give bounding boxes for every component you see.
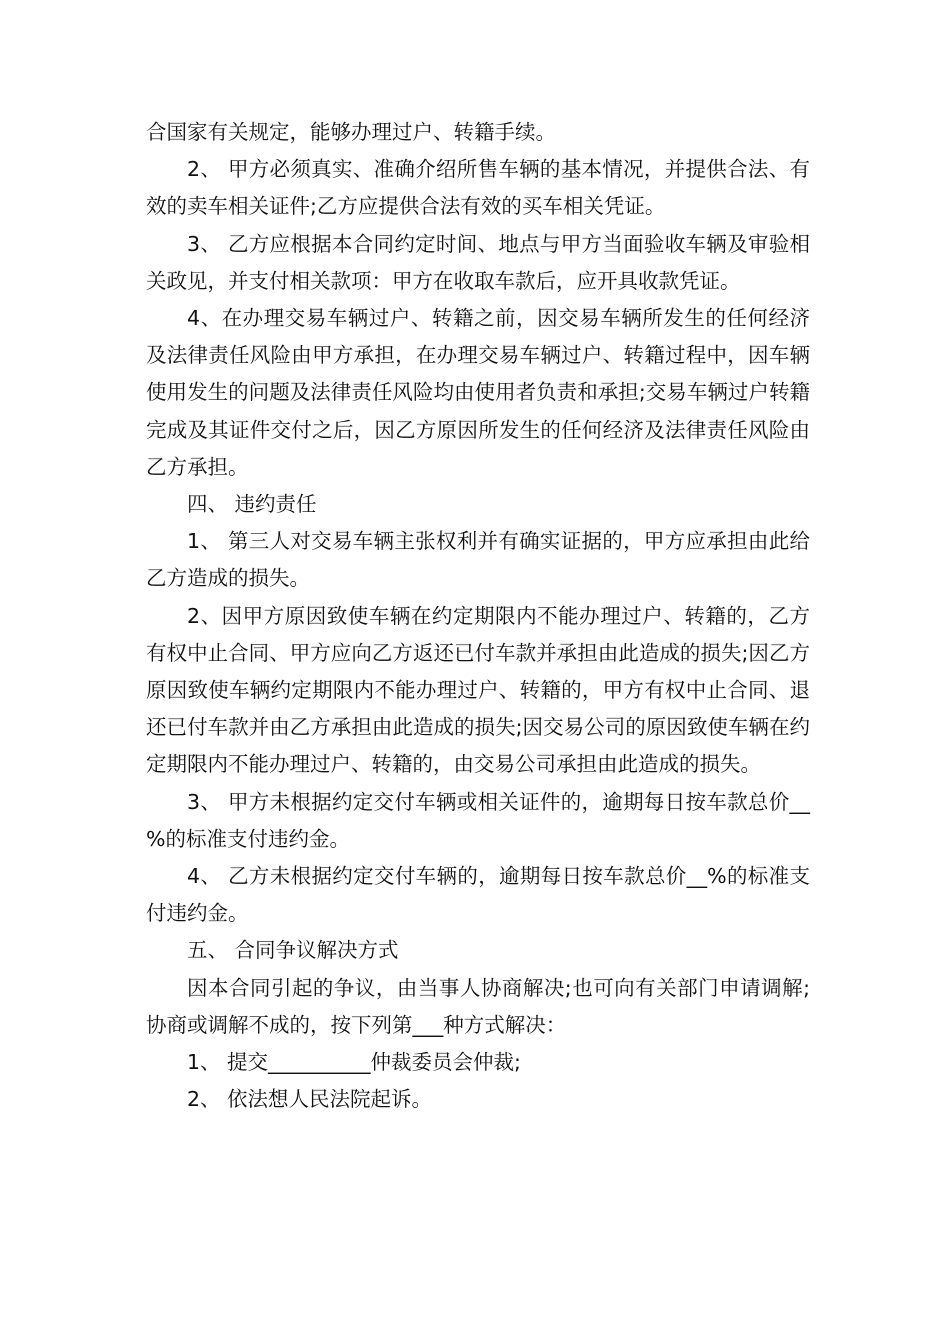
section-heading-dispute-resolution: 五、 合同争议解决方式 (187, 938, 399, 963)
paragraph-breach-3: 3、 甲方未根据约定交付车辆或相关证件的，逾期每日按车款总价__%的标准支付违约金。 (146, 789, 810, 851)
paragraph-dispute-option-1: 1、 提交__________仲裁委员会仲裁; (187, 1050, 521, 1075)
section-heading-breach-liability: 四、 违约责任 (187, 492, 317, 517)
paragraph-obligation-3: 3、 乙方应根据本合同约定时间、地点与甲方当面验收车辆及审验相关政见，并支付相关款项：甲方在收取车款后，应开具收款凭证。 (146, 231, 810, 293)
paragraph-breach-4: 4、 乙方未根据约定交付车辆的，逾期每日按车款总价__%的标准支付违约金。 (146, 864, 810, 926)
paragraph-dispute-intro: 因本合同引起的争议，由当事人协商解决;也可向有关部门申请调解;协商或调解不成的，按下列第___种方式解决： (146, 975, 810, 1037)
paragraph-breach-2: 2、因甲方原因致使车辆在约定期限内不能办理过户、转籍的，乙方有权中止合同、甲方应向乙方返还已付车款并承担由此造成的损失;因乙方原因致使车辆约定期限内不能办理过户、转籍的，甲方有权中止合同、退还已付车款并由乙方承担由此造成的损失;因交易公司的原因致使车辆在约定期限内不能办理过户、转籍的，由交易公司承担由此造成的损失。 (146, 603, 810, 777)
paragraph-dispute-option-2: 2、 依法想人民法院起诉。 (187, 1087, 433, 1112)
paragraph-obligation-2: 2、 甲方必须真实、准确介绍所售车辆的基本情况，并提供合法、有效的卖车相关证件;乙方应提供合法有效的买车相关凭证。 (146, 157, 810, 219)
paragraph-breach-1: 1、 第三人对交易车辆主张权利并有确实证据的，甲方应承担由此给乙方造成的损失。 (146, 529, 810, 591)
paragraph-obligation-4: 4、在办理交易车辆过户、转籍之前，因交易车辆所发生的任何经济及法律责任风险由甲方承担，在办理交易车辆过户、转籍过程中，因车辆使用发生的问题及法律责任风险均由使用者负责和承担;交易车辆过户转籍完成及其证件交付之后，因乙方原因所发生的任何经济及法律责任风险由乙方承担。 (146, 306, 810, 479)
paragraph-continuation: 合国家有关规定，能够办理过户、转籍手续。 (146, 120, 556, 144)
contract-body (146, 114, 810, 1118)
